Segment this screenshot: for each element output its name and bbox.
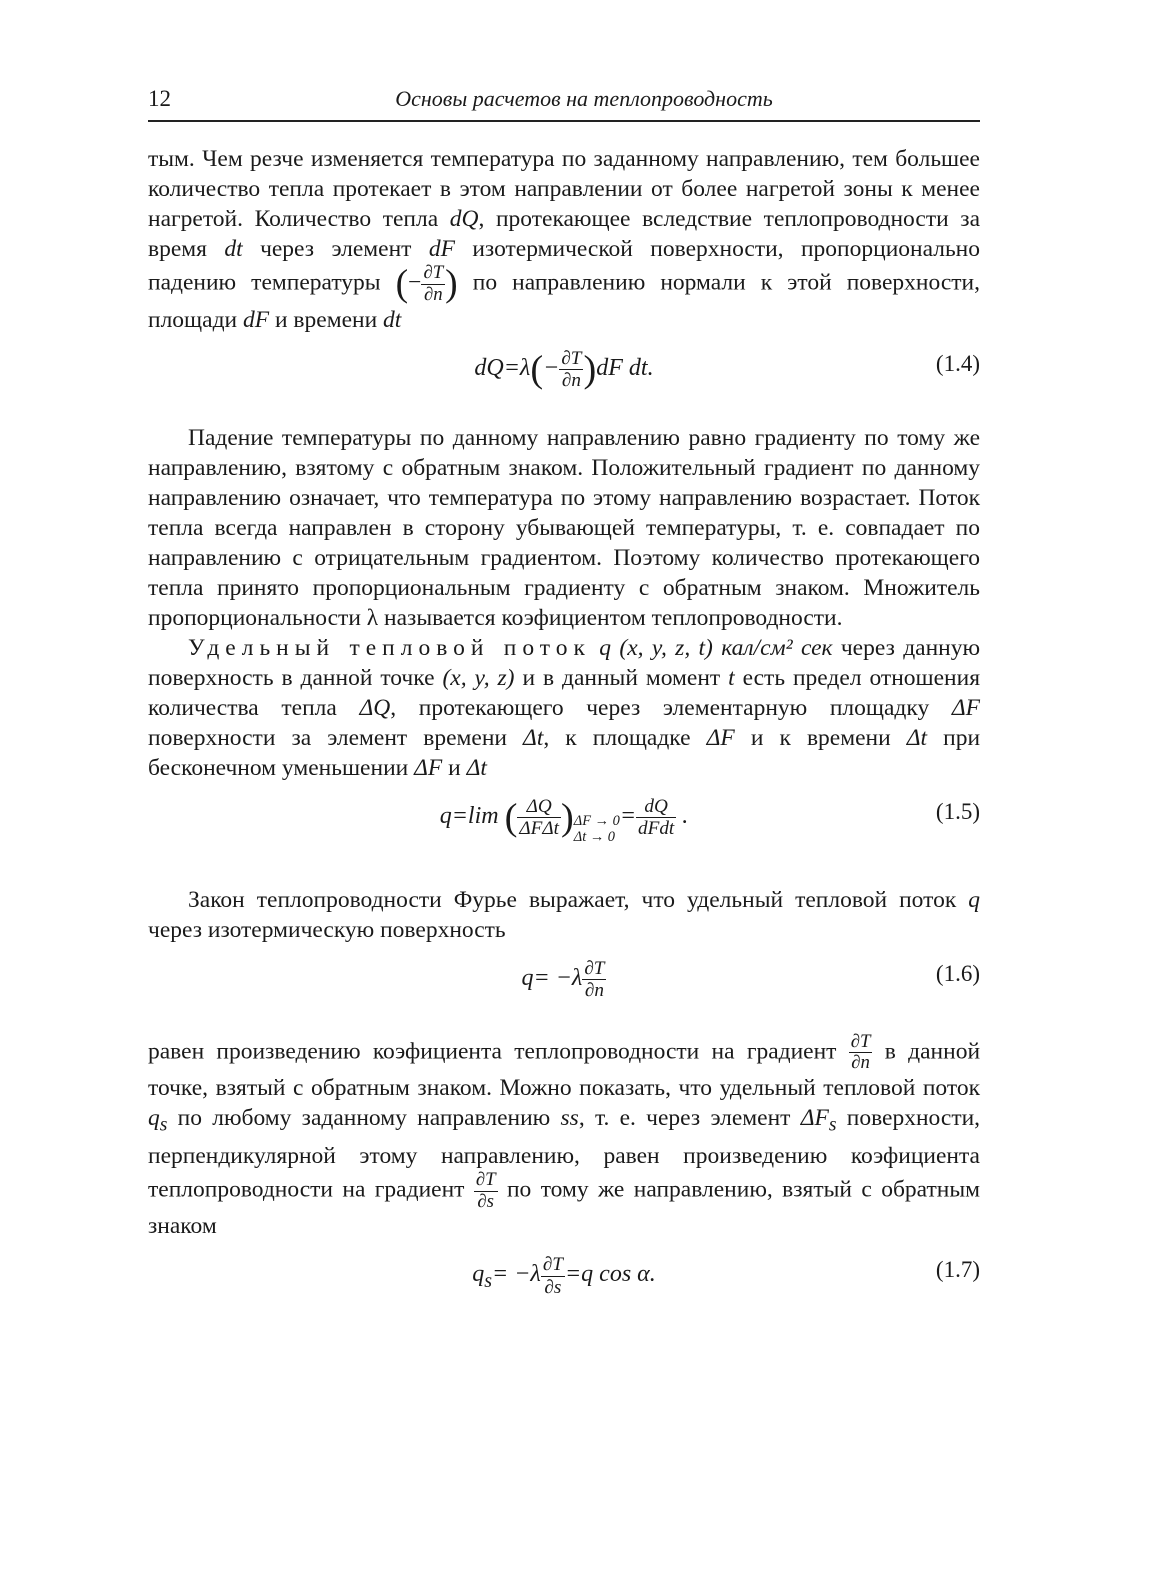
paragraph-3: Удельный тепловой поток q (x, y, z, t) кал/см² сек через данную поверхность в данной точке (x, y, z) и в данный момент t есть предел отношения количества тепла ΔQ, протекающего через элементарную площадку ΔF поверхности за элемент времени Δt, к площадке ΔF и к времени Δt при бесконечном уменьшении ΔF и Δt	[148, 634, 981, 781]
equation-number: (1.5)	[935, 798, 980, 824]
paragraph-4: Закон теплопроводности Фурье выражает, что удельный тепловой поток q через изотермическую поверхность	[148, 886, 980, 943]
page-number: 12	[148, 86, 171, 111]
paragraph-1: тым. Чем резче изменяется температура по заданному направлению, тем большее количество тепла протекает в этом направлении от более нагретой зоны к менее нагретой. Количество тепла dQ, протекающее вследствие теплопроводности за время dt через элемент dF изотермической поверхности, пропорционально падению температуры (− $\frac{\partial T}{\partial n}$ ) по направлению нормали к этой поверхности, площади dF и времени dt	[148, 146, 981, 333]
equation-1-6: q= −λ $\frac{\partial T}{\partial n}$ (1.6)	[521, 957, 980, 1001]
equation-1-5: q=lim ( $\frac{\Delta Q}{\text{ΔFΔt}}$ )$_{\Delta F \to 0 \Delta t \to 0}=$ $\frac{dQ}{\text{dFdt}}$ . (1.5)	[439, 795, 980, 845]
equation-number: (1.6)	[935, 960, 980, 986]
page-body	[148, 144, 980, 1311]
paragraph-2: Падение температуры по данному направлению равно градиенту по тому же направлению, взятому с обратным знаком. Положительный градиент по данному направлению означает, что температура по этому направлению возрастает. Поток тепла всегда направлен в сторону убывающей температуры, т. е. совпадает по направлению с отрицательным градиентом. Поэтому количество протекающего тепла принято пропорциональным градиенту с обратным знаком. Множитель пропорциональности λ называется коэфициентом теплопроводности.	[148, 424, 980, 631]
fraction-dT-dn: $\frac{\partial T}{\partial n}$	[423, 262, 444, 305]
running-title: Основы расчетов на теплопроводность	[395, 86, 773, 111]
equation-number: (1.7)	[935, 1257, 980, 1283]
equation-1-4: dQ=λ(− $\frac{\partial T}{\partial n}$ )dF dt. (1.4)	[474, 347, 980, 391]
page-header	[148, 86, 980, 122]
paragraph-5: равен произведению коэфициента теплопроводности на градиент $\frac{\partial T}{\partial n}$ в данной точке, взятый с обратным знаком. Можно показать, что удельный тепловой поток $q_s$ по любому заданному направлению ss, т. е. через элемент $\Delta F_s$ поверхности, перпендикулярной этому направлению, равен произведению коэфициента теплопроводности на градиент $\frac{\partial T}{\partial s}$ по тому же направлению, взятый с обратным знаком	[148, 1030, 981, 1240]
equation-number: (1.4)	[935, 350, 980, 376]
equation-1-7: $q_s= -\lambda$ $\frac{\partial T}{\partial s}$ =q cos α. (1.7)	[472, 1254, 980, 1298]
